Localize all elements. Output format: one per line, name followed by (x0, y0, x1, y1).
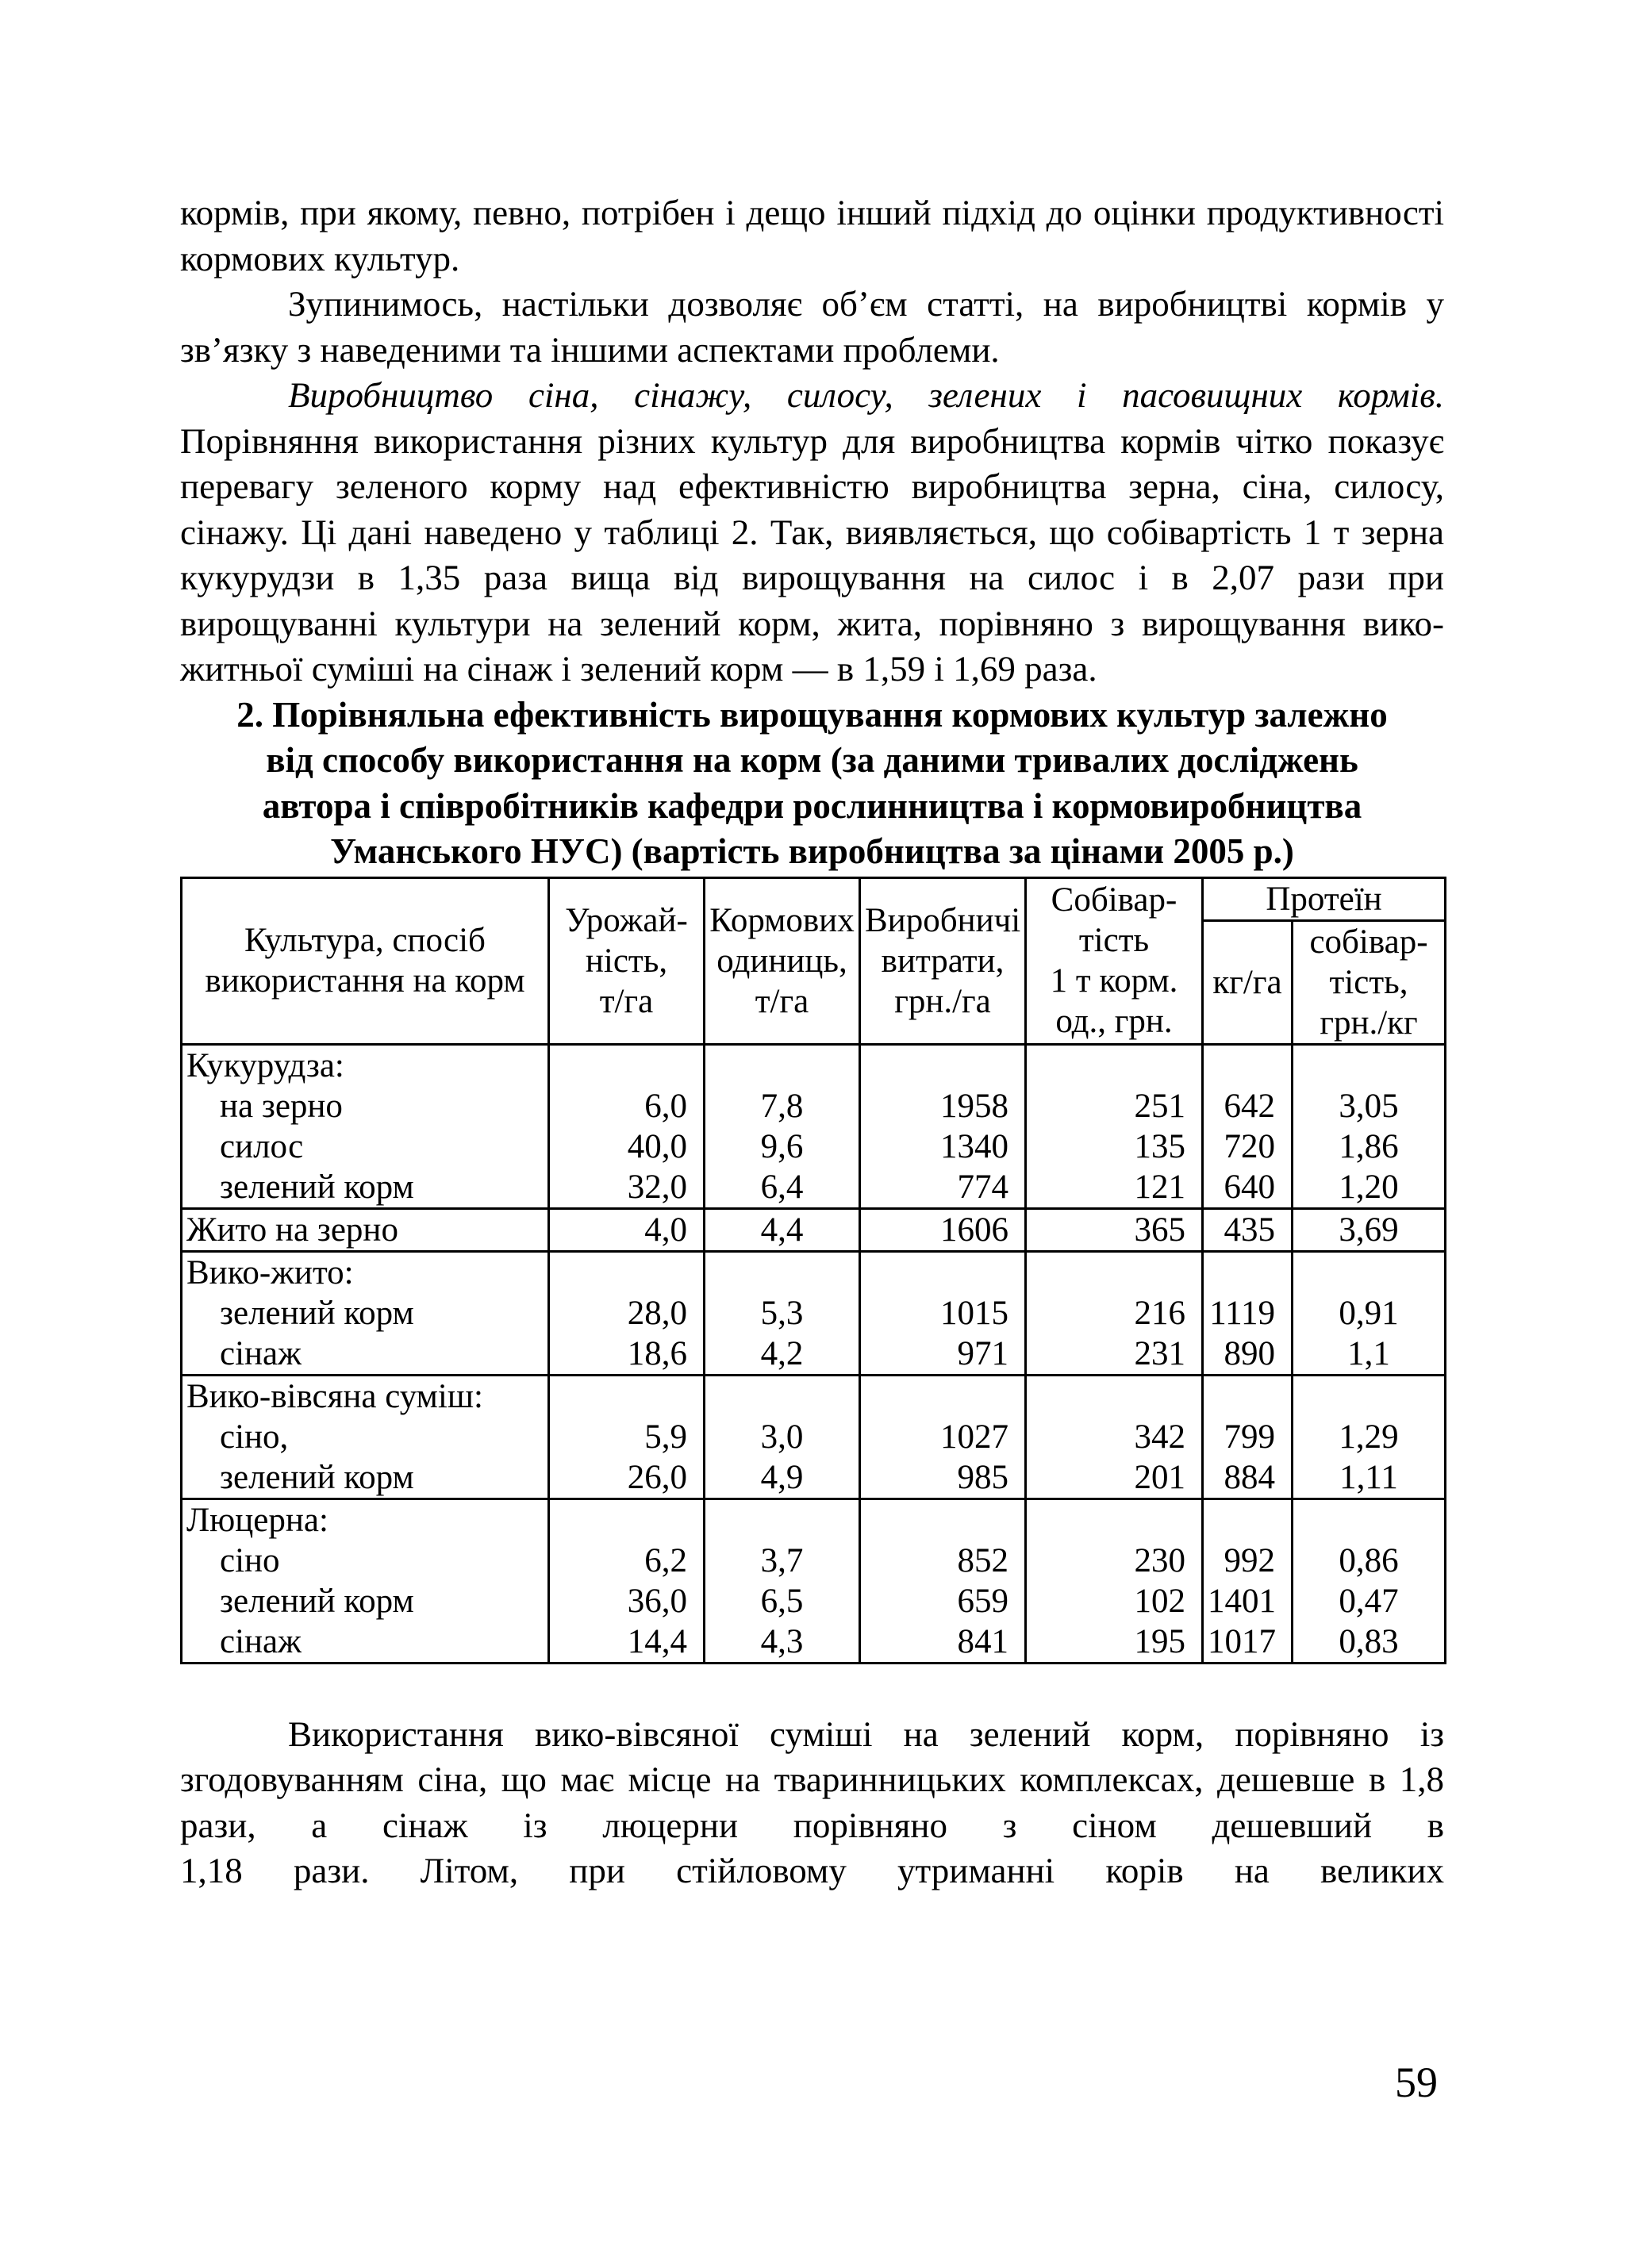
value-pc: 1,11 (1339, 1458, 1398, 1496)
header-culture: Культура, спосіб використання на корм (182, 877, 549, 1044)
cell-cp (1026, 1251, 1203, 1375)
paragraph-1: кормів, при якому, певно, потрібен і дещо інший підхід до оцінки продуктивності кормових культур. (180, 193, 1444, 278)
group-name: Кукурудза: (186, 1046, 344, 1084)
value-pc: 1,20 (1339, 1168, 1399, 1206)
row-sub-label: зелений корм (220, 1168, 414, 1206)
cell-fu (705, 1499, 860, 1663)
value-pkg: 890 (1224, 1334, 1275, 1372)
value-pkg: 1119 (1209, 1294, 1275, 1332)
value-pkg: 435 (1224, 1211, 1275, 1249)
row-sub-label: сіно (220, 1541, 280, 1579)
cell-fu (705, 1375, 860, 1499)
header-protein-cost: собівар- тість, грн./кг (1293, 920, 1446, 1044)
paragraph-3-text: Порівняння використання різних культур для виробництва кормів чітко показує перевагу зеленого корму над ефективністю виробництва зерна, сіна, силосу, сінажу. Ці дані наведено у таблиці 2. Так, виявляється, що собівартість 1 т зерна кукурудзи в 1,35 раза вища від вирощування на силос і в 2,07 рази при вирощуванні культури на зелений корм, жита, порівняно з вирощування вико-житньої суміші на сінаж і зелений корм — в 1,59 і 1,69 раза. (180, 420, 1444, 689)
value-yield: 32,0 (627, 1168, 687, 1206)
table-body (182, 1044, 1446, 1663)
value-pkg: 642 (1224, 1087, 1275, 1125)
cell-pc (1293, 1499, 1446, 1663)
value-cp: 102 (1134, 1582, 1185, 1620)
cell-cost (860, 1208, 1026, 1251)
value-fu: 5,3 (760, 1294, 804, 1332)
value-pc: 0,91 (1339, 1294, 1399, 1332)
value-pkg: 799 (1224, 1418, 1275, 1456)
value-cp: 342 (1134, 1418, 1185, 1456)
paragraph-4-last-line: 1,18 рази. Літом, при стійловому утриманні корів на великих (180, 1851, 1444, 1890)
value-fu: 6,4 (760, 1168, 804, 1206)
table-row (182, 1208, 1446, 1251)
value-pc: 3,69 (1339, 1211, 1399, 1249)
value-yield: 14,4 (627, 1622, 687, 1660)
row-sub-label: сінаж (220, 1622, 302, 1660)
value-pkg: 640 (1224, 1168, 1275, 1206)
cell-pkg (1203, 1375, 1293, 1499)
row-label-cell (182, 1251, 549, 1375)
cell-fu (705, 1251, 860, 1375)
table-row (182, 1251, 1446, 1375)
value-yield: 28,0 (627, 1294, 687, 1332)
row-label-cell (182, 1499, 549, 1663)
header-protein: Протеїн (1203, 877, 1446, 920)
cell-pc (1293, 1208, 1446, 1251)
page-number: 59 (1395, 2059, 1438, 2106)
value-cost: 1027 (940, 1418, 1008, 1456)
row-label-cell (182, 1375, 549, 1499)
value-cp: 231 (1134, 1334, 1185, 1372)
cell-yield (549, 1044, 705, 1208)
header-feed-units: Кормових одиниць, т/га (705, 877, 860, 1044)
value-fu: 9,6 (760, 1127, 804, 1165)
row-label-cell (182, 1044, 549, 1208)
value-cp: 230 (1134, 1541, 1185, 1579)
cell-fu (705, 1208, 860, 1251)
row-sub-label: сіно, (220, 1418, 289, 1456)
value-pkg: 1401 (1208, 1582, 1276, 1620)
cell-pkg (1203, 1208, 1293, 1251)
value-pc: 1,86 (1339, 1127, 1399, 1165)
value-fu: 3,0 (760, 1418, 804, 1456)
value-pc: 0,83 (1339, 1622, 1399, 1660)
value-yield: 36,0 (627, 1582, 687, 1620)
value-cost: 1606 (940, 1211, 1008, 1249)
value-cost: 774 (957, 1168, 1008, 1206)
paragraph-2: Зупинимось, настільки дозволяє об’єм статті, на виробництві кормів у зв’язку з наведеними та іншими аспектами проблеми. (180, 284, 1444, 370)
row-sub-label: силос (220, 1127, 304, 1165)
value-yield: 18,6 (627, 1334, 687, 1372)
cell-cp (1026, 1375, 1203, 1499)
group-name: Люцерна: (186, 1501, 328, 1539)
value-cost: 1340 (940, 1127, 1008, 1165)
value-pkg: 720 (1224, 1127, 1275, 1165)
value-fu: 4,4 (760, 1211, 804, 1249)
value-fu: 6,5 (760, 1582, 804, 1620)
value-pc: 1,1 (1347, 1334, 1390, 1372)
cell-pc (1293, 1044, 1446, 1208)
value-cp: 251 (1134, 1087, 1185, 1125)
cell-fu (705, 1044, 860, 1208)
row-sub-label: зелений корм (220, 1458, 414, 1496)
cell-cp (1026, 1044, 1203, 1208)
value-pkg: 1017 (1208, 1622, 1276, 1660)
value-cost: 985 (957, 1458, 1008, 1496)
value-pc: 3,05 (1339, 1087, 1399, 1125)
table-row (182, 1375, 1446, 1499)
cell-yield (549, 1375, 705, 1499)
cell-pkg (1203, 1251, 1293, 1375)
header-protein-kg: кг/га (1203, 920, 1293, 1044)
value-fu: 4,2 (760, 1334, 804, 1372)
cell-pkg (1203, 1044, 1293, 1208)
value-cost: 1015 (940, 1294, 1008, 1332)
row-sub-label: зелений корм (220, 1294, 414, 1332)
header-cost-price: Собівар- тість 1 т корм. од., грн. (1026, 877, 1203, 1044)
group-name: Вико-вівсяна суміш: (186, 1377, 483, 1415)
cell-cp (1026, 1208, 1203, 1251)
cell-pc (1293, 1251, 1446, 1375)
table-row (182, 1499, 1446, 1663)
row-sub-label: на зерно (220, 1087, 343, 1125)
header-costs: Виробничі витрати, грн./га (860, 877, 1026, 1044)
cell-pkg (1203, 1499, 1293, 1663)
cell-cost (860, 1251, 1026, 1375)
cell-cost (860, 1044, 1026, 1208)
cell-pc (1293, 1375, 1446, 1499)
cell-cost (860, 1375, 1026, 1499)
row-sub-label: сінаж (220, 1334, 302, 1372)
header-yield: Урожай- ність, т/га (549, 877, 705, 1044)
value-fu: 4,9 (760, 1458, 804, 1496)
paragraph-4: Використання вико-вівсяної суміші на зелений корм, порівняно із згодовуванням сіна, що має місце на тваринницьких комплексах, дешевше в 1,8 рази, а сінаж із люцерни порівняно з сіном дешевший в (180, 1713, 1444, 1845)
value-cost: 852 (957, 1541, 1008, 1579)
paragraph-3 (180, 373, 1444, 693)
value-cost: 841 (957, 1622, 1008, 1660)
value-cp: 365 (1134, 1211, 1185, 1249)
value-pkg: 992 (1224, 1541, 1275, 1579)
value-cp: 195 (1134, 1622, 1185, 1660)
value-pc: 0,47 (1339, 1582, 1399, 1620)
value-yield: 4,0 (644, 1211, 687, 1249)
paragraph-3-italic-heading: Виробництво сіна, сінажу, силосу, зелених і пасовищних кормів. (288, 375, 1444, 415)
value-fu: 3,7 (760, 1541, 804, 1579)
value-pkg: 884 (1224, 1458, 1275, 1496)
group-name: Вико-жито: (186, 1253, 354, 1291)
table-caption: 2. Порівняльна ефективність вирощування кормових культур залежно від способу використання на корм (за даними тривалих досліджень автора і співробітників кафедри рослинництва і кормовиробництва Уманського НУС) (вартість виробництва за цінами 2005 р.) (236, 694, 1388, 871)
value-cp: 135 (1134, 1127, 1185, 1165)
value-pc: 1,29 (1339, 1418, 1399, 1456)
value-yield: 6,0 (644, 1087, 687, 1125)
cell-yield (549, 1208, 705, 1251)
value-cp: 121 (1134, 1168, 1185, 1206)
value-cp: 216 (1134, 1294, 1185, 1332)
value-yield: 5,9 (644, 1418, 687, 1456)
row-sub-label: зелений корм (220, 1582, 414, 1620)
value-cost: 971 (957, 1334, 1008, 1372)
cell-cp (1026, 1499, 1203, 1663)
row-label-cell (182, 1208, 549, 1251)
value-cost: 659 (957, 1582, 1008, 1620)
table-header (182, 877, 1446, 1044)
value-yield: 6,2 (644, 1541, 687, 1579)
value-cost: 1958 (940, 1087, 1008, 1125)
value-fu: 4,3 (760, 1622, 804, 1660)
cell-yield (549, 1499, 705, 1663)
group-name: Жито на зерно (186, 1211, 398, 1249)
cell-cost (860, 1499, 1026, 1663)
value-pc: 0,86 (1339, 1541, 1399, 1579)
data-table (180, 877, 1446, 1664)
value-yield: 40,0 (627, 1127, 687, 1165)
value-fu: 7,8 (760, 1087, 804, 1125)
page-body (180, 190, 1444, 1894)
cell-yield (549, 1251, 705, 1375)
table-row (182, 1044, 1446, 1208)
value-yield: 26,0 (627, 1458, 687, 1496)
value-cp: 201 (1134, 1458, 1185, 1496)
